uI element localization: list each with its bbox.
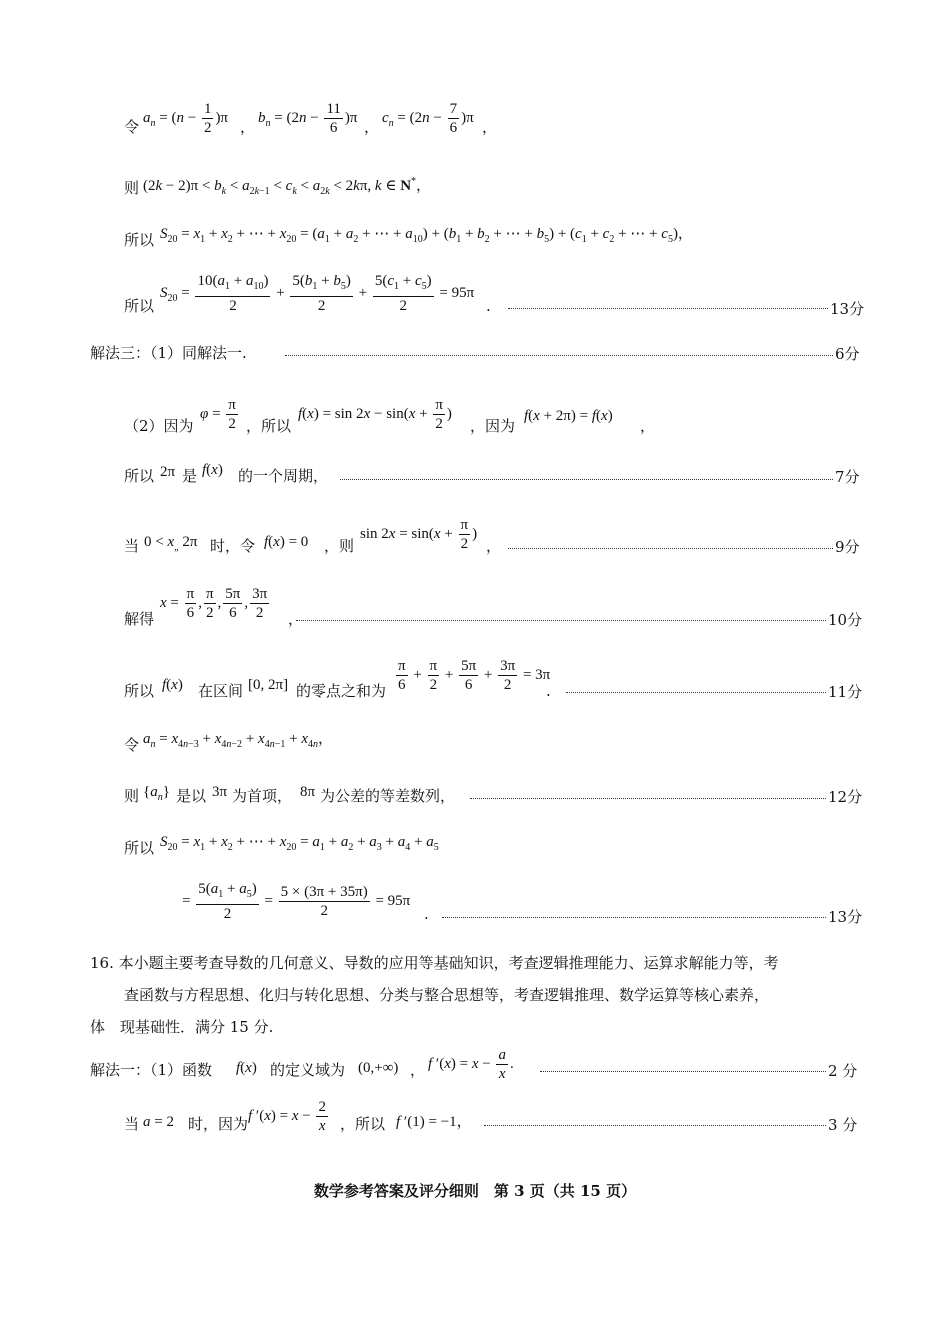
text-prefix: 令 xyxy=(124,118,140,136)
row-let-an: 令 $a_n = x_{4n-3} + x_{4n-2} + x_{4n-1} + x_{4n}$， xyxy=(124,731,333,754)
formula-sum-result-2: = $\frac{5(a_1 + a_5)}{2}$ = $\frac{5 \times (3\pi + 35\pi)}{2}$ = 95π xyxy=(182,881,411,922)
formula-phi: φ = $\frac{\pi}{2}$ xyxy=(200,397,236,432)
row-sum-result-1: 所以 $S_{20}$ = $\frac{10(a_1 + a_{10})}{2}$ + $\frac{5(b_1 + b_5)}{2}$ + $\frac{5(c_1 + c_5)}{2}$ = 95π . 13分 xyxy=(124,273,865,318)
row-inequality: 则 $(2k - 2)\pi < b_k < a_{2k-1} < c_k < a_{2k} < 2k\pi$, k ∈ N*， xyxy=(0,168,950,208)
formula-inequality: $(2k - 2)\pi < b_k < a_{2k-1} < c_k < a_{2k} < 2k\pi$, k ∈ N*， xyxy=(143,176,432,197)
q16-line2: 查函数与方程思想、化归与转化思想、分类与整合思想等，考查逻辑推理、数学运算等核心素养， xyxy=(124,986,770,1004)
row-method3: 解法三：（1）同解法一. 6分 xyxy=(90,344,860,363)
row-domain: 解法一：（1）函数 f(x) 的定义域为 (0,+∞) ， f ′(x) = x − $\frac{a}{x}$ . 2 分 xyxy=(90,1047,858,1082)
row-sum-result-2: = $\frac{5(a_1 + a_5)}{2}$ = $\frac{5 \times (3\pi + 35\pi)}{2}$ = 95π . 13分 xyxy=(182,881,863,926)
row-sum-terms: 所以 $S_{20} = x_1 + x_2$ + ⋯ + $x_{20} = a_1 + a_2 + a_3 + a_4 + a_5$ xyxy=(124,834,439,857)
formula-c-n: $c_n = (2n$ − $\frac{7}{6}$ )π xyxy=(382,101,474,136)
q16-line3: 体 现基础性．满分 15 分. xyxy=(90,1018,274,1036)
row-because: （2）因为 φ = $\frac{\pi}{2}$ ，所以 f(x) = sin 2x − sin(x + $\frac{\pi}{2}$ ) ，因为 f(x + 2π) = f(x) ， xyxy=(124,397,656,435)
formula-f-def: f(x) = sin 2x − sin(x + $\frac{\pi}{2}$ ) xyxy=(298,397,452,432)
row-period: 所以 2π 是 f(x) 的一个周期， 7分 xyxy=(124,462,860,486)
q16-line1: 16. 本小题主要考查导数的几何意义、导数的应用等基础知识，考查逻辑推理能力、运算求解能力等，考 xyxy=(90,954,779,972)
formula-a-n: $a_n = (n$ − $\frac{1}{2}$ )π xyxy=(143,101,229,136)
row-arith-seq: 则 $\{a_n\}$ 是以 3π 为首项， 8π 为公差的等差数列， 12分 xyxy=(124,784,863,806)
score: 13分 xyxy=(830,300,865,318)
formula-sum-result-1: $S_{20}$ = $\frac{10(a_1 + a_{10})}{2}$ + $\frac{5(b_1 + b_5)}{2}$ + $\frac{5(c_1 + c_5)}{2}$ = 95π xyxy=(160,273,475,314)
formula-periodicity: f(x + 2π) = f(x) xyxy=(524,408,613,424)
formula-derivative: f ′(x) = x − $\frac{a}{x}$ . xyxy=(428,1047,514,1082)
formula-sum-split: $S_{20} = x_1 + x_2$ + ⋯ + $x_{20} = (a_1 + a_2$ + ⋯ + $a_{10}) + (b_1 + b_2$ + ⋯ + $b_5) + (c_1 + c_2$ + ⋯ + $c_5$)， xyxy=(160,226,693,245)
formula-sin-eq: sin 2x = sin(x + $\frac{\pi}{2}$ ) xyxy=(360,517,478,552)
formula-derivative-a2: f ′(x) = x − $\frac{2}{x}$ xyxy=(248,1099,326,1134)
formula-an-group: $a_n = x_{4n-3} + x_{4n-2} + x_{4n-1} + x_{4n}$， xyxy=(143,731,333,750)
formula-b-n: $b_n = (2n$ − $\frac{11}{6}$ )π xyxy=(258,101,358,136)
formula-zero-sum: $\frac{\pi}{6}$ + $\frac{\pi}{2}$ + $\frac{5\pi}{6}$ + $\frac{3\pi}{2}$ = 3π xyxy=(398,658,551,693)
row-solve: 解得 x = $\frac{\pi}{6}$ , $\frac{\pi}{2}$ , $\frac{5\pi}{6}$ , $\frac{3\pi}{2}$ ， 10分 xyxy=(124,586,863,629)
row-when: 当 $0 < x_„$ 2π 时，令 f(x) = 0 ，则 sin 2x = sin(x + $\frac{\pi}{2}$ ) ， 9分 xyxy=(124,517,860,556)
page-footer: 数学参考答案及评分细则 第 3 页（共 15 页） xyxy=(313,1182,637,1200)
formula-roots: x = $\frac{\pi}{6}$ , $\frac{\pi}{2}$ , $\frac{5\pi}{6}$ , $\frac{3\pi}{2}$ xyxy=(160,586,268,621)
row-zero-sum: 所以 f(x) 在区间 [0, 2π] 的零点之和为 $\frac{\pi}{6}$ + $\frac{\pi}{2}$ + $\frac{5\pi}{6}$ + $\frac{3\pi}{2}$ = 3π . 11分 xyxy=(124,658,863,701)
row-def-sequences: 令 $a_n = (n$ − $\frac{1}{2}$ )π ， $b_n = (2n$ − $\frac{11}{6}$ )π ， $c_n = (2n$ − $\frac{7}{6}$ )π ， xyxy=(124,101,498,136)
row-sum-split: 所以 $S_{20} = x_1 + x_2$ + ⋯ + $x_{20} = (a_1 + a_2$ + ⋯ + $a_{10}) + (b_1 + b_2$ + ⋯ + $b_5) + (c_1 + c_2$ + ⋯ + $c_5$)， xyxy=(124,226,693,249)
row-a-equals-2: 当 a = 2 时，因为 f ′(x) = x − $\frac{2}{x}$ ，所以 f ′(1) = −1， 3 分 xyxy=(124,1099,858,1134)
formula-sum-terms: $S_{20} = x_1 + x_2$ + ⋯ + $x_{20} = a_1 + a_2 + a_3 + a_4 + a_5$ xyxy=(160,834,439,853)
